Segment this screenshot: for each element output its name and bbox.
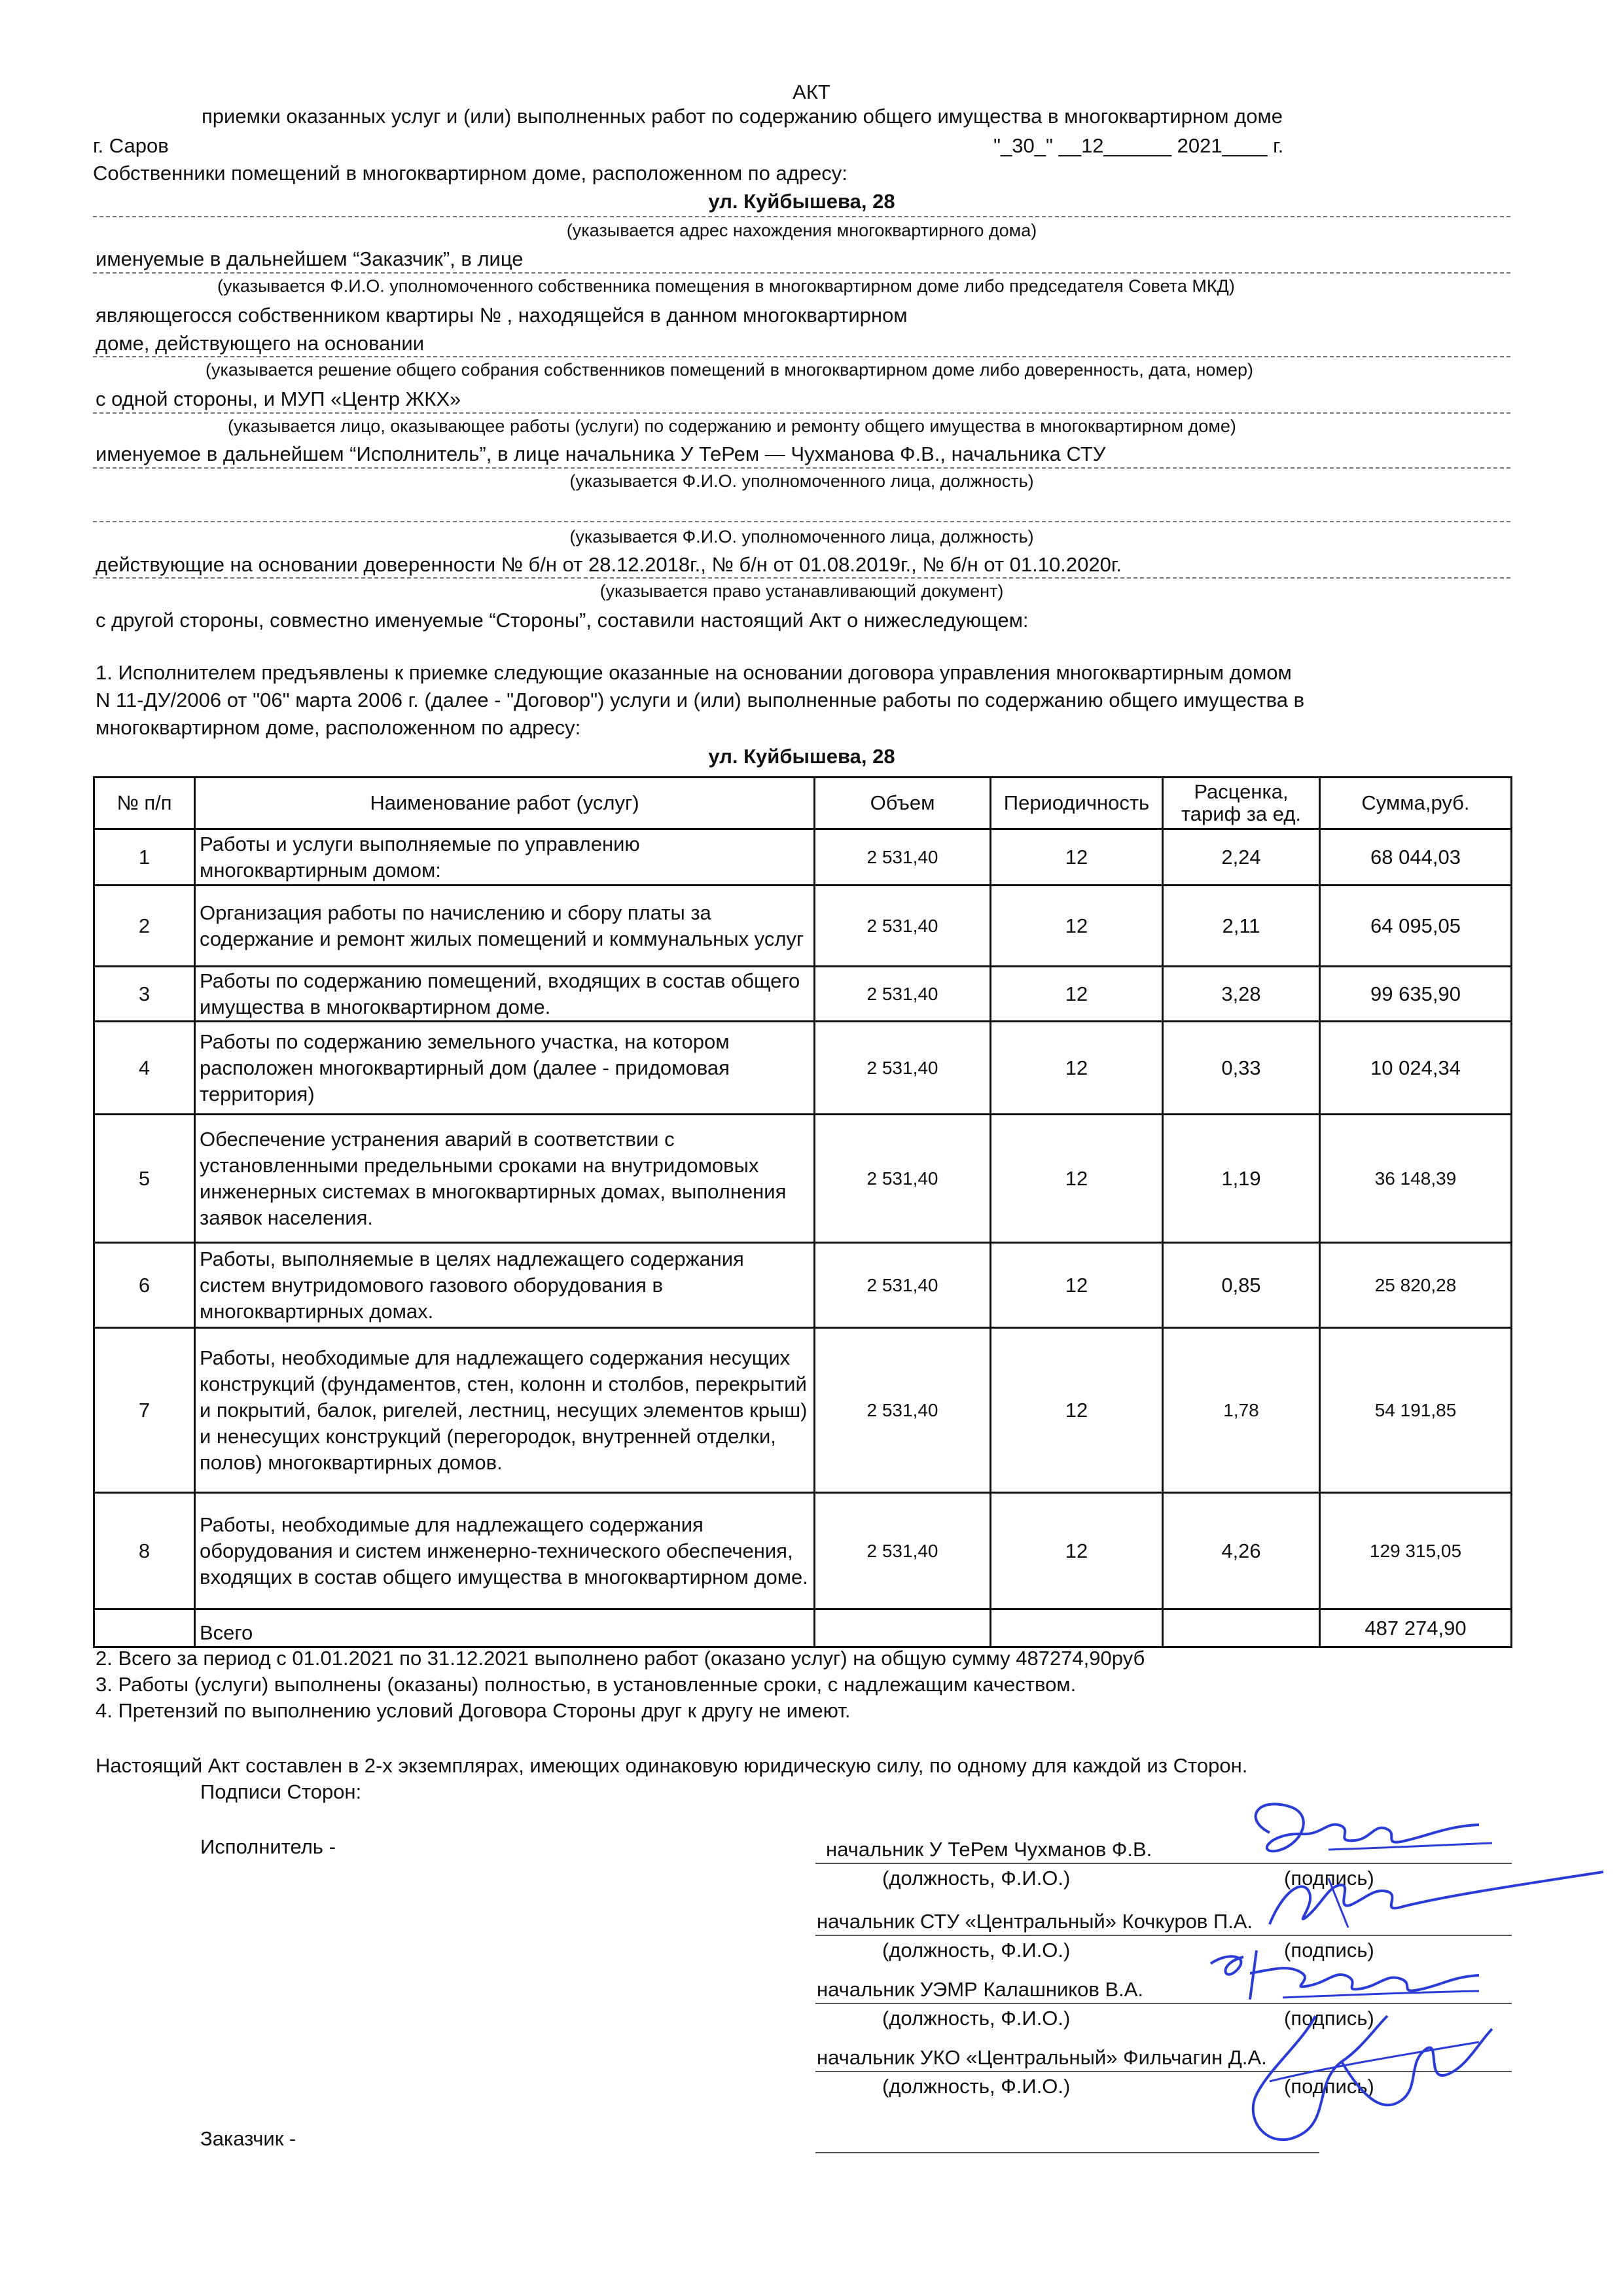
row-volume: 2 531,40 — [815, 1022, 991, 1115]
row-name: Работы и услуги выполняемые по управлению многоквартирным домом: — [195, 829, 815, 886]
signer-3-name: начальник УЭМР Калашников В.А. — [817, 1978, 1144, 2001]
works-table — [93, 776, 1512, 1648]
house-address: ул. Куйбышева, 28 — [708, 190, 895, 213]
row-sum: 99 635,90 — [1320, 967, 1512, 1022]
signature-1-image — [1230, 1793, 1505, 1872]
signer-1-name: начальник У ТеРем Чухманов Ф.В. — [826, 1838, 1152, 1861]
row-volume: 2 531,40 — [815, 1243, 991, 1328]
table-row — [94, 886, 1512, 967]
row-period: 12 — [991, 967, 1163, 1022]
signature-2-image — [1243, 1865, 1610, 1937]
row-num: 8 — [94, 1493, 195, 1609]
row-rate: 0,85 — [1163, 1243, 1320, 1328]
one-side-line: с одной стороны, и МУП «Центр ЖКХ» — [96, 387, 461, 410]
customer-underline — [93, 272, 1510, 274]
col-header-rate: Расценка, тариф за ед. — [1163, 778, 1320, 829]
row-rate: 3,28 — [1163, 967, 1320, 1022]
table-header-row — [94, 778, 1512, 829]
row-rate: 1,19 — [1163, 1115, 1320, 1243]
row-rate: 2,24 — [1163, 829, 1320, 886]
row-rate: 1,78 — [1163, 1328, 1320, 1493]
row-name: Организация работы по начислению и сбору платы за содержание и ремонт жилых помещений и коммунальных услуг — [195, 886, 815, 967]
row-sum: 54 191,85 — [1320, 1328, 1512, 1493]
signer-3-sign-hint: (подпись) — [1284, 2007, 1374, 2030]
executor-line: именуемое в дальнейшем “Исполнитель”, в лице начальника У ТеРем — Чухманова Ф.В., начальника СТУ — [96, 442, 1106, 465]
row-period: 12 — [991, 829, 1163, 886]
clause-4: 4. Претензий по выполнению условий Договора Стороны друг к другу не имеют. — [96, 1699, 851, 1722]
table-address: ул. Куйбышева, 28 — [708, 745, 895, 768]
row-sum: 129 315,05 — [1320, 1493, 1512, 1609]
row-num: 3 — [94, 967, 195, 1022]
acting-basis: доме, действующего на основании — [96, 332, 425, 355]
row-num: 2 — [94, 886, 195, 967]
executor-underline — [93, 467, 1510, 469]
signer-1-position-hint: (должность, Ф.И.О.) — [882, 1867, 1071, 1890]
power-of-attorney: действующие на основании доверенности № б/н от 28.12.2018г., № б/н от 01.08.2019г., № б/н от 01.10.2020г. — [96, 553, 1122, 576]
signer-2-position-hint: (должность, Ф.И.О.) — [882, 1939, 1071, 1962]
row-name: Работы по содержанию земельного участка, на котором расположен многоквартирный дом (далее - придомовая территория) — [195, 1022, 815, 1115]
act-date: "_30_" __12______ 2021____ г. — [993, 134, 1284, 157]
address-hint: (указывается адрес нахождения многоквартирного дома) — [566, 221, 1037, 240]
signature-4-image — [1230, 2003, 1505, 2160]
city: г. Саров — [93, 134, 169, 157]
basis-underline — [93, 356, 1510, 357]
clause-3: 3. Работы (услуги) выполнены (оказаны) полностью, в установленные сроки, с надлежащим качеством. — [96, 1673, 1077, 1696]
row-period: 12 — [991, 886, 1163, 967]
signer-2-name: начальник СТУ «Центральный» Кочкуров П.А. — [817, 1910, 1253, 1933]
clause1-line1: 1. Исполнителем предъявлены к приемке следующие оказанные на основании договора управления многоквартирным домом — [96, 661, 1292, 684]
row-period: 12 — [991, 1022, 1163, 1115]
signer-4-name: начальник УКО «Центральный» Фильчагин Д.А. — [817, 2046, 1267, 2069]
row-rate: 0,33 — [1163, 1022, 1320, 1115]
address-underline — [93, 216, 1510, 217]
acting-hint: (указывается решение общего собрания собственников помещений в многоквартирном доме либо доверенность, дата, номер) — [205, 360, 1254, 380]
row-period: 12 — [991, 1493, 1163, 1609]
customer-label: Заказчик - — [200, 2127, 296, 2150]
person-hint-1: (указывается Ф.И.О. уполномоченного лица, должность) — [569, 471, 1034, 491]
total-rate-cell — [1163, 1609, 1320, 1647]
row-period: 12 — [991, 1115, 1163, 1243]
row-num: 6 — [94, 1243, 195, 1328]
owners-intro: Собственники помещений в многоквартирном доме, расположенном по адресу: — [93, 162, 847, 185]
col-header-volume: Объем — [815, 778, 991, 829]
total-period-cell — [991, 1609, 1163, 1647]
row-num: 4 — [94, 1022, 195, 1115]
row-num: 7 — [94, 1328, 195, 1493]
row-rate: 4,26 — [1163, 1493, 1320, 1609]
table-row — [94, 967, 1512, 1022]
signer-4-position-hint: (должность, Ф.И.О.) — [882, 2075, 1071, 2098]
row-name: Работы, выполняемые в целях надлежащего содержания систем внутридомового газового оборудования в многоквартирных домах. — [195, 1243, 815, 1328]
row-rate: 2,11 — [1163, 886, 1320, 967]
table-row — [94, 1022, 1512, 1115]
signer-2-sign-hint: (подпись) — [1284, 1939, 1374, 1962]
customer-line: именуемые в дальнейшем “Заказчик”, в лице — [96, 247, 524, 270]
document-hint: (указывается право устанавливающий документ) — [599, 581, 1004, 601]
row-period: 12 — [991, 1328, 1163, 1493]
row-name: Работы, необходимые для надлежащего содержания несущих конструкций (фундаментов, стен, колонн и столбов, перекрытий и покрытий, балок, ригелей, лестниц, несущих элементов крыш) и ненесущих конструкций (перегородок, внутренней отделки, полов) многоквартирных домов. — [195, 1328, 815, 1493]
table-total-row — [94, 1609, 1512, 1647]
contractor-hint: (указывается лицо, оказывающее работы (услуги) по содержанию и ремонту общего имущества в многоквартирном доме) — [228, 416, 1236, 436]
row-volume: 2 531,40 — [815, 1493, 991, 1609]
table-row — [94, 1243, 1512, 1328]
executor-label: Исполнитель - — [200, 1835, 336, 1858]
col-header-num: № п/п — [94, 778, 195, 829]
act-title: АКТ — [793, 81, 830, 103]
copies-note: Настоящий Акт составлен в 2-х экземплярах, имеющих одинаковую юридическую силу, по одному для каждой из Сторон. — [96, 1754, 1248, 1777]
row-volume: 2 531,40 — [815, 967, 991, 1022]
table-row — [94, 1493, 1512, 1609]
row-volume: 2 531,40 — [815, 1328, 991, 1493]
signer-4-sign-hint: (подпись) — [1284, 2075, 1374, 2098]
row-volume: 2 531,40 — [815, 829, 991, 886]
total-label: Всего — [195, 1609, 815, 1647]
row-volume: 2 531,40 — [815, 1115, 991, 1243]
one-side-underline — [93, 412, 1510, 414]
clause-2: 2. Всего за период с 01.01.2021 по 31.12.2021 выполнено работ (оказано услуг) на общую сумму 487274,90руб — [96, 1647, 1145, 1670]
attorney-underline — [93, 577, 1510, 579]
row-name: Работы, необходимые для надлежащего содержания оборудования и систем инженерно-технического обеспечения, входящих в состав общего имущества в многоквартирном доме. — [195, 1493, 815, 1609]
table-row — [94, 1328, 1512, 1493]
row-num: 5 — [94, 1115, 195, 1243]
table-row — [94, 1115, 1512, 1243]
person-hint-2: (указывается Ф.И.О. уполномоченного лица, должность) — [569, 527, 1034, 547]
col-header-name: Наименование работ (услуг) — [195, 778, 815, 829]
row-name: Обеспечение устранения аварий в соответствии с установленными предельными сроками на внутридомовых инженерных системах в многоквартирных домах, выполнения заявок населения. — [195, 1115, 815, 1243]
clause1-line3: многоквартирном доме, расположенном по адресу: — [96, 716, 581, 739]
row-sum: 68 044,03 — [1320, 829, 1512, 886]
signer-3-position-hint: (должность, Ф.И.О.) — [882, 2007, 1071, 2030]
blank-underline — [93, 521, 1510, 522]
signer-1-sign-hint: (подпись) — [1284, 1867, 1374, 1890]
customer-hint: (указывается Ф.И.О. уполномоченного собственника помещения в многоквартирном доме либо председателя Совета МКД) — [217, 276, 1235, 296]
signatures-title: Подписи Сторон: — [200, 1780, 362, 1803]
row-name: Работы по содержанию помещений, входящих в состав общего имущества в многоквартирном доме. — [195, 967, 815, 1022]
row-sum: 10 024,34 — [1320, 1022, 1512, 1115]
col-header-sum: Сумма,руб. — [1320, 778, 1512, 829]
total-sum: 487 274,90 — [1320, 1609, 1512, 1647]
owner-apartment: являющегосся собственником квартиры № , находящейся в данном многоквартирном — [96, 304, 908, 327]
row-num: 1 — [94, 829, 195, 886]
row-volume: 2 531,40 — [815, 886, 991, 967]
row-sum: 25 820,28 — [1320, 1243, 1512, 1328]
act-subtitle: приемки оказанных услуг и (или) выполненных работ по содержанию общего имущества в многоквартирном доме — [202, 105, 1283, 128]
clause1-line2: N 11-ДУ/2006 от "06" марта 2006 г. (далее - "Договор") услуги и (или) выполненные работы по содержанию общего имущества в — [96, 689, 1305, 711]
total-num-cell — [94, 1609, 195, 1647]
signature-3-image — [1191, 1937, 1492, 2009]
row-period: 12 — [991, 1243, 1163, 1328]
row-sum: 36 148,39 — [1320, 1115, 1512, 1243]
other-side-line: с другой стороны, совместно именуемые “Стороны”, составили настоящий Акт о нижеследующем: — [96, 609, 1029, 632]
col-header-period: Периодичность — [991, 778, 1163, 829]
row-sum: 64 095,05 — [1320, 886, 1512, 967]
total-volume-cell — [815, 1609, 991, 1647]
table-row — [94, 829, 1512, 886]
